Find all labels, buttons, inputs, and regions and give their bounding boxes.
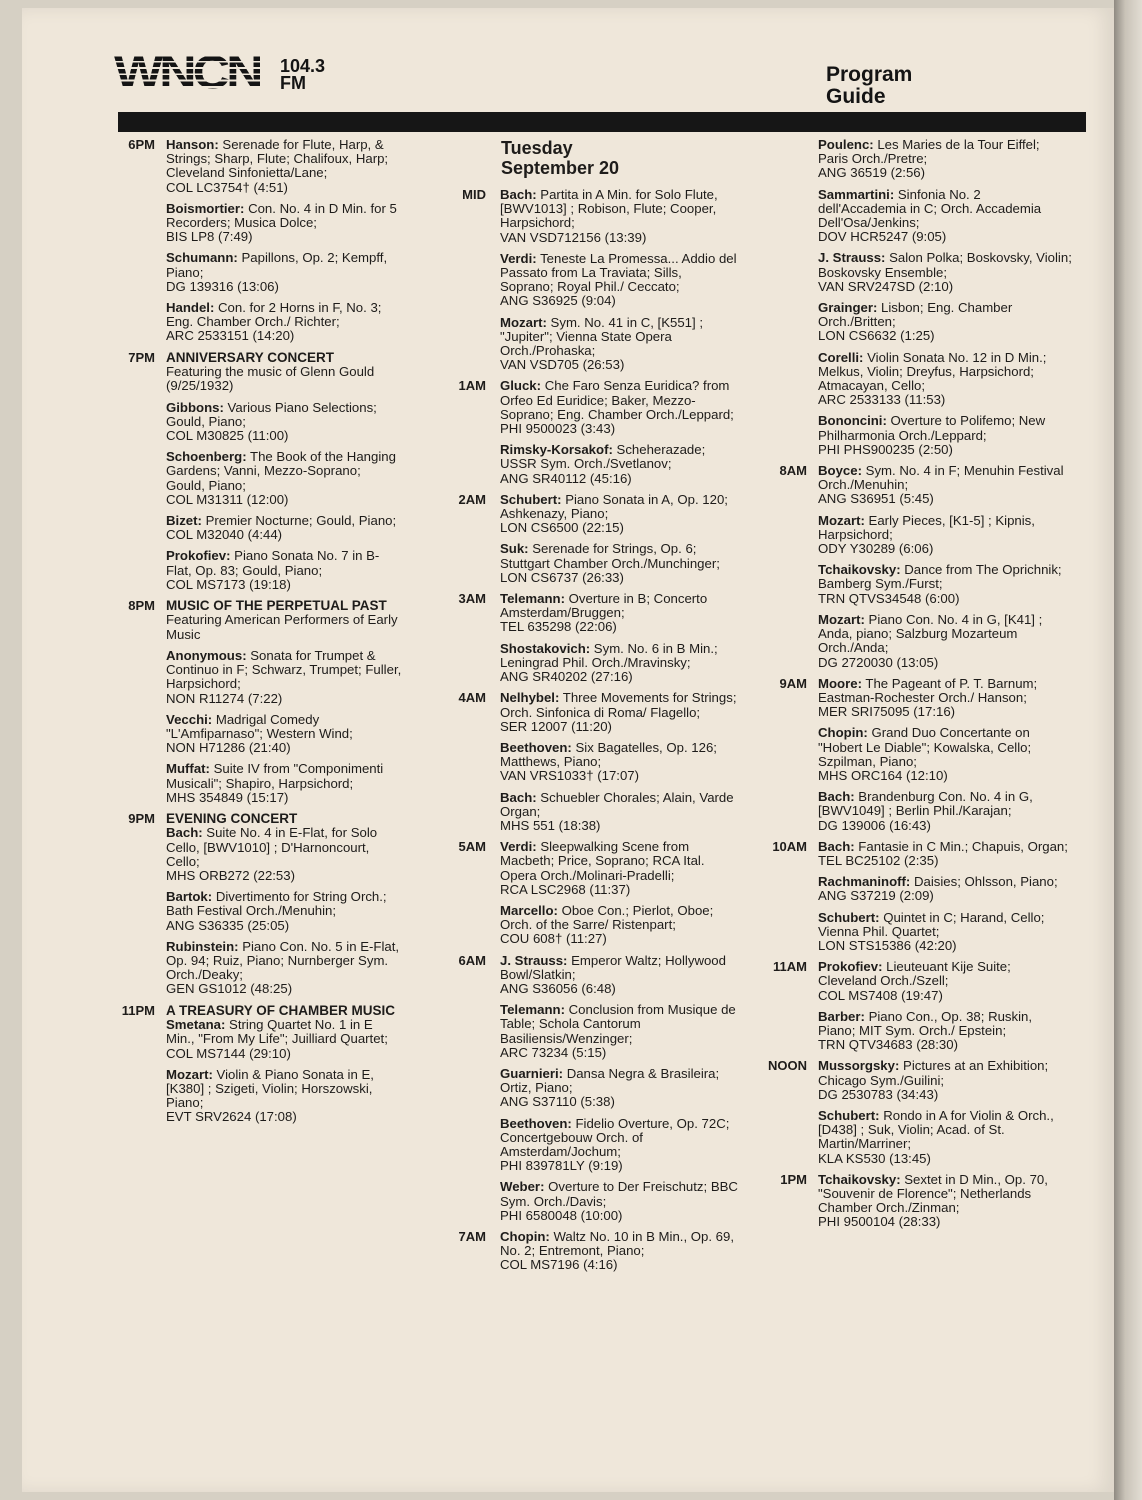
program-entry bbox=[818, 514, 1072, 557]
work-details: Pictures at an Exhibition; Chicago Sym./Guilini; DG 2530783 (34:43) bbox=[818, 1058, 1049, 1102]
work-details: Papillons, Op. 2; Kempff, Piano; DG 139316 (13:06) bbox=[166, 250, 388, 294]
composer-name: Vecchi: bbox=[166, 711, 213, 727]
composer-name: Bach: bbox=[818, 789, 855, 805]
composer-name: Bach: bbox=[166, 825, 203, 841]
composer-name: Weber: bbox=[500, 1179, 545, 1195]
program-entry bbox=[166, 1068, 403, 1125]
work-details: Fantasie in C Min.; Chapuis, Organ; TEL BC25102 (2:35) bbox=[818, 838, 1068, 868]
composer-name: Bach: bbox=[500, 187, 537, 202]
program-entry bbox=[818, 414, 1072, 457]
work-details: Con. No. 4 in D Min. for 5 Recorders; Musica Dolce; BIS LP8 (7:49) bbox=[166, 200, 397, 245]
slot-entries bbox=[500, 691, 738, 833]
work-details: Sextet in D Min., Op. 70, "Souvenir de Florence"; Netherlands Chamber Orch./Zinman; PHI 9500104 (28:33) bbox=[818, 1171, 1048, 1230]
program-entry bbox=[166, 514, 403, 542]
work-details: Premier Nocturne; Gould, Piano; COL M32040 (4:44) bbox=[166, 512, 397, 543]
work-details: Brandenburg Con. No. 4 in G, [BWV1049] ; Berlin Phil./Karajan; DG 139006 (16:43) bbox=[818, 789, 1033, 833]
time-label: 7PM bbox=[128, 349, 155, 365]
program-entry bbox=[500, 741, 738, 784]
program-entry bbox=[166, 1018, 403, 1061]
composer-name: Boismortier: bbox=[166, 200, 245, 216]
work-details: String Quartet No. 1 in E Min., "From My Life"; Juilliard Quartet; COL MS7144 (29:10) bbox=[166, 1017, 388, 1061]
work-details: Scheherazade; USSR Sym. Orch./Svetlanov; ANG SR40112 (45:16) bbox=[500, 442, 706, 486]
program-entry bbox=[818, 960, 1072, 1003]
header-rule bbox=[118, 112, 1086, 132]
time-slot bbox=[762, 677, 1072, 833]
composer-name: Chopin: bbox=[818, 725, 868, 741]
time-label: 2AM bbox=[458, 491, 486, 507]
time-slot bbox=[762, 960, 1072, 1052]
work-details: Three Movements for Strings; Orch. Sinfonica di Roma/ Flagello; SER 12007 (11:20) bbox=[500, 690, 737, 734]
work-details: Oboe Con.; Pierlot, Oboe; Orch. of the Sarre/ Ristenpart; COU 608† (11:27) bbox=[500, 902, 714, 947]
program-entry bbox=[166, 301, 403, 344]
composer-name: Telemann: bbox=[500, 1002, 565, 1018]
frequency-number: 104.3 bbox=[280, 56, 326, 76]
composer-name: Rachmaninoff: bbox=[818, 874, 911, 890]
work-details: Piano Con. No. 5 in E-Flat, Op. 94; Ruiz, Piano; Nurnberger Sym. Orch./Deaky; GEN GS1012 (48:25) bbox=[166, 938, 400, 997]
composer-name: Muffat: bbox=[166, 761, 210, 777]
time-label: 8PM bbox=[128, 597, 155, 613]
show-description: Featuring American Performers of Early Music bbox=[166, 612, 398, 642]
time-slot bbox=[103, 138, 403, 344]
time-label: 5AM bbox=[458, 839, 486, 855]
work-details: Early Pieces, [K1-5] ; Kipnis, Harpsichord; ODY Y30289 (6:06) bbox=[818, 512, 1035, 557]
work-details: Lieuteuant Kije Suite; Cleveland Orch./Szell; COL MS7408 (19:47) bbox=[818, 959, 1011, 1003]
composer-name: Gibbons: bbox=[166, 399, 224, 415]
composer-name: Marcello: bbox=[500, 902, 558, 918]
day-heading-weekday: Tuesday bbox=[501, 138, 573, 158]
composer-name: Bizet: bbox=[166, 512, 202, 528]
program-entry bbox=[818, 1059, 1072, 1102]
composer-name: Schubert: bbox=[500, 491, 562, 507]
show-title: EVENING CONCERT bbox=[166, 810, 298, 826]
program-entry bbox=[166, 890, 403, 933]
work-details: Daisies; Ohlsson, Piano; ANG S37219 (2:09) bbox=[818, 874, 1058, 904]
page-binding-edge bbox=[1114, 0, 1142, 1500]
work-details: Fidelio Overture, Op. 72C; Concertgebouw Orch. of Amsterdam/Jochum; PHI 839781LY (9:19) bbox=[500, 1115, 730, 1174]
time-slot bbox=[438, 188, 738, 372]
slot-entries bbox=[818, 1173, 1072, 1230]
show-title: ANNIVERSARY CONCERT bbox=[166, 349, 335, 365]
program-entry bbox=[166, 251, 403, 294]
time-label: 8AM bbox=[779, 463, 807, 479]
composer-name: Prokofiev: bbox=[818, 959, 883, 975]
work-details: Sym. No. 4 in F; Menuhin Festival Orch./Menuhin; ANG S36951 (5:45) bbox=[818, 463, 1064, 507]
program-guide-title bbox=[826, 64, 912, 108]
slot-entries bbox=[818, 840, 1072, 953]
work-details: Sym. No. 6 in B Min.; Leningrad Phil. Orch./Mravinsky; ANG SR40202 (27:16) bbox=[500, 640, 718, 685]
program-entry bbox=[500, 592, 738, 635]
program-entry bbox=[500, 1180, 738, 1223]
work-details: Dansa Negra & Brasileira; Ortiz, Piano; ANG S37110 (5:38) bbox=[500, 1065, 720, 1110]
slot-entries bbox=[818, 1059, 1072, 1165]
composer-name: Mozart: bbox=[500, 314, 547, 330]
composer-name: Handel: bbox=[166, 300, 215, 316]
work-details: Rondo in A for Violin & Orch., [D438] ; Suk, Violin; Acad. of St. Martin/Marriner; KLA KS530 (13:45) bbox=[818, 1107, 1054, 1166]
composer-name: Guarnieri: bbox=[500, 1065, 564, 1081]
work-details: Piano Sonata in A, Op. 120; Ashkenazy, Piano; LON CS6500 (22:15) bbox=[500, 491, 728, 536]
program-entry bbox=[818, 875, 1072, 903]
program-entry bbox=[500, 542, 738, 585]
composer-name: Sammartini: bbox=[818, 186, 895, 202]
work-details: Sinfonia No. 2 dell'Accademia in C; Orch. Accademia Dell'Osa/Jenkins; DOV HCR5247 (9:05) bbox=[818, 186, 1042, 245]
program-entry bbox=[500, 642, 738, 685]
work-details: The Pageant of P. T. Barnum; Eastman-Rochester Orch./ Hanson; MER SRI75095 (17:16) bbox=[818, 675, 1038, 720]
show-title: A TREASURY OF CHAMBER MUSIC bbox=[166, 1002, 396, 1018]
program-entry bbox=[818, 251, 1072, 294]
composer-name: Grainger: bbox=[818, 300, 878, 316]
work-details: Overture to Der Freischutz; BBC Sym. Orch./Davis; PHI 6580048 (10:00) bbox=[500, 1179, 738, 1223]
work-details: Suite No. 4 in E-Flat, for Solo Cello, [BWV1010] ; D'Harnoncourt, Cello; MHS ORB272 (22:53) bbox=[166, 825, 378, 884]
slot-entries bbox=[500, 1230, 738, 1273]
work-details: Divertimento for String Orch.; Bath Festival Orch./Menuhin; ANG S36335 (25:05) bbox=[166, 889, 387, 933]
time-label: 1AM bbox=[458, 378, 486, 394]
work-details: Lisbon; Eng. Chamber Orch./Britten; LON CS6632 (1:25) bbox=[818, 300, 1013, 344]
composer-name: Prokofiev: bbox=[166, 548, 231, 564]
time-slot bbox=[438, 1230, 738, 1273]
program-entry bbox=[500, 791, 738, 834]
composer-name: Gluck: bbox=[500, 378, 542, 394]
slot-entries bbox=[500, 840, 738, 946]
program-entry bbox=[818, 677, 1072, 720]
work-details: Che Faro Senza Euridica? from Orfeo Ed Euridice; Baker, Mezzo-Soprano; Eng. Chamber Orch./Leppard; PHI 9500023 (3:43) bbox=[500, 378, 734, 437]
composer-name: Tchaikovsky: bbox=[818, 1171, 901, 1187]
program-entry bbox=[818, 1173, 1072, 1230]
composer-name: Mozart: bbox=[166, 1066, 213, 1082]
schedule-column-1 bbox=[103, 138, 403, 1132]
composer-name: Beethoven: bbox=[500, 739, 572, 755]
work-details: Sym. No. 41 in C, [K551] ; "Jupiter"; Vienna State Opera Orch./Prohaska; VAN VSD705 (26:53) bbox=[500, 314, 704, 373]
program-entry bbox=[818, 138, 1072, 181]
work-details: Teneste La Promessa... Addio del Passato from La Traviata; Sills, Soprano; Royal Phil./ Ceccato; ANG S36925 (9:04) bbox=[500, 250, 737, 309]
time-slot bbox=[438, 592, 738, 684]
slot-entries bbox=[166, 138, 403, 344]
time-slot bbox=[438, 954, 738, 1223]
composer-name: Suk: bbox=[500, 541, 529, 557]
composer-name: Moore: bbox=[818, 675, 862, 691]
work-details: Piano Con. No. 4 in G, [K41] ; Anda, piano; Salzburg Mozarteum Orch./Anda; DG 2720030 (13:05) bbox=[818, 611, 1043, 670]
program-entry bbox=[818, 726, 1072, 783]
composer-name: Telemann: bbox=[500, 591, 565, 607]
composer-name: Nelhybel: bbox=[500, 690, 560, 706]
composer-name: Schubert: bbox=[818, 909, 880, 925]
program-entry bbox=[500, 443, 738, 486]
title-line-2: Guide bbox=[826, 85, 886, 108]
work-details: Piano Con., Op. 38; Ruskin, Piano; MIT Sym. Orch./ Epstein; TRN QTV34683 (28:30) bbox=[818, 1008, 1033, 1053]
composer-name: J. Strauss: bbox=[500, 952, 568, 968]
program-entry bbox=[818, 911, 1072, 954]
work-details: Sleepwalking Scene from Macbeth; Price, Soprano; RCA Ital. Opera Orch./Molinari-Pradelli; RCA LSC2968 (11:37) bbox=[500, 839, 705, 897]
time-slot bbox=[762, 464, 1072, 670]
composer-name: Anonymous: bbox=[166, 647, 247, 663]
slot-entries bbox=[500, 379, 738, 485]
program-entry bbox=[500, 840, 738, 897]
work-details: The Book of the Hanging Gardens; Vanni, Mezzo-Soprano; Gould, Piano; COL M31311 (12:00) bbox=[166, 449, 396, 507]
program-entry bbox=[500, 493, 738, 536]
composer-name: Rubinstein: bbox=[166, 938, 239, 954]
program-entry bbox=[818, 563, 1072, 606]
program-entry bbox=[500, 691, 738, 734]
show-title: MUSIC OF THE PERPETUAL PAST bbox=[166, 597, 387, 613]
composer-name: Poulenc: bbox=[818, 137, 874, 152]
time-slot bbox=[762, 1059, 1072, 1165]
slot-entries bbox=[818, 464, 1072, 670]
program-entry bbox=[166, 138, 403, 195]
time-slot bbox=[103, 1004, 403, 1125]
composer-name: Tchaikovsky: bbox=[818, 562, 901, 578]
work-details: Les Maries de la Tour Eiffel; Paris Orch./Pretre; ANG 36519 (2:56) bbox=[818, 137, 1040, 181]
program-entry bbox=[818, 301, 1072, 344]
slot-entries bbox=[818, 960, 1072, 1052]
program-entry bbox=[166, 713, 403, 756]
work-details: Emperor Waltz; Hollywood Bowl/Slatkin; ANG S36056 (6:48) bbox=[500, 952, 726, 996]
time-slot bbox=[438, 840, 738, 946]
time-slot bbox=[762, 1173, 1072, 1230]
composer-name: Mozart: bbox=[818, 611, 865, 627]
time-label: 4AM bbox=[458, 690, 486, 706]
time-slot bbox=[438, 379, 738, 485]
program-entry bbox=[818, 613, 1072, 670]
composer-name: Schumann: bbox=[166, 250, 238, 266]
time-label: 10AM bbox=[772, 838, 807, 854]
composer-name: Mussorgsky: bbox=[818, 1058, 900, 1074]
work-details: Serenade for Strings, Op. 6; Stuttgart Chamber Orch./Munchinger; LON CS6737 (26:33) bbox=[500, 541, 720, 585]
work-details: Waltz No. 10 in B Min., Op. 69, No. 2; Entremont, Piano; COL MS7196 (4:16) bbox=[500, 1229, 735, 1273]
program-entry bbox=[818, 840, 1072, 868]
schedule-column-3 bbox=[762, 138, 1072, 1237]
frequency-band: FM bbox=[280, 73, 306, 93]
work-details: Con. for 2 Horns in F, No. 3; Eng. Chamber Orch./ Richter; ARC 2533151 (14:20) bbox=[166, 300, 382, 344]
program-entry bbox=[818, 1109, 1072, 1166]
composer-name: Verdi: bbox=[500, 250, 537, 266]
work-details: Various Piano Selections; Gould, Piano; COL M30825 (11:00) bbox=[166, 399, 377, 443]
program-entry bbox=[166, 826, 403, 883]
work-details: Piano Sonata No. 7 in B-Flat, Op. 83; Gould, Piano; COL MS7173 (19:18) bbox=[166, 548, 380, 592]
composer-name: Bach: bbox=[500, 789, 537, 805]
work-details: Six Bagatelles, Op. 126; Matthews, Piano; VAN VRS1033† (17:07) bbox=[500, 739, 717, 784]
work-details: Grand Duo Concertante on "Hobert Le Diable"; Kowalska, Cello; Szpilman, Piano; MHS ORC164 (12:10) bbox=[818, 725, 1032, 783]
work-details: Madrigal Comedy "L'Amfiparnaso"; Western Wind; NON H71286 (21:40) bbox=[166, 711, 353, 756]
time-slot bbox=[762, 840, 1072, 953]
time-label: 9PM bbox=[128, 810, 155, 826]
program-entry bbox=[166, 649, 403, 706]
work-details: Quintet in C; Harand, Cello; Vienna Phil. Quartet; LON STS15386 (42:20) bbox=[818, 909, 1045, 953]
composer-name: Hanson: bbox=[166, 137, 219, 152]
program-entry bbox=[818, 188, 1072, 245]
time-label: 6AM bbox=[458, 952, 486, 968]
time-label: 11PM bbox=[121, 1002, 155, 1018]
work-details: Violin Sonata No. 12 in D Min.; Melkus, Violin; Dreyfus, Harpsichord; Atmacayan, Cello; ARC 2533133 (11:53) bbox=[818, 349, 1047, 408]
composer-name: Rimsky-Korsakof: bbox=[500, 442, 613, 458]
slot-entries bbox=[166, 599, 403, 805]
time-label: 7AM bbox=[458, 1229, 486, 1244]
day-heading bbox=[501, 138, 738, 178]
work-details: Overture in B; Concerto Amsterdam/Bruggen; TEL 635298 (22:06) bbox=[500, 591, 708, 635]
show-description: Featuring the music of Glenn Gould (9/25/1932) bbox=[166, 364, 375, 394]
time-slot bbox=[103, 812, 403, 997]
time-slot bbox=[103, 599, 403, 805]
work-details: Dance from The Oprichnik; Bamberg Sym./Furst; TRN QTVS34548 (6:00) bbox=[818, 562, 1062, 606]
composer-name: Bartok: bbox=[166, 889, 213, 905]
time-label: 11AM bbox=[773, 959, 807, 975]
time-slot bbox=[438, 493, 738, 585]
composer-name: Schoenberg: bbox=[166, 449, 247, 465]
time-label: 1PM bbox=[780, 1171, 807, 1187]
title-line-1: Program bbox=[826, 63, 913, 86]
work-details: Overture to Polifemo; New Philharmonia Orch./Leppard; PHI PHS900235 (2:50) bbox=[818, 413, 1046, 457]
composer-name: Chopin: bbox=[500, 1229, 550, 1244]
composer-name: J. Strauss: bbox=[818, 250, 886, 266]
work-details: Partita in A Min. for Solo Flute, [BWV1013] ; Robison, Flute; Cooper, Harpsichord; VAN VSD712156 (13:39) bbox=[500, 187, 718, 245]
time-slot bbox=[438, 691, 738, 833]
slot-entries bbox=[500, 592, 738, 684]
slot-entries bbox=[500, 493, 738, 585]
composer-name: Beethoven: bbox=[500, 1115, 572, 1131]
time-slot bbox=[762, 138, 1072, 457]
program-entry bbox=[500, 1067, 738, 1110]
program-entry bbox=[166, 202, 403, 245]
program-entry bbox=[818, 351, 1072, 408]
program-entry bbox=[166, 450, 403, 507]
time-slot bbox=[103, 351, 403, 592]
slot-entries bbox=[166, 351, 403, 592]
program-entry bbox=[500, 954, 738, 997]
work-details: Serenade for Flute, Harp, & Strings; Sharp, Flute; Chalifoux, Harp; Cleveland Sinfonietta/Lane; COL LC3754† (4:51) bbox=[166, 137, 389, 195]
composer-name: Bononcini: bbox=[818, 413, 887, 429]
slot-entries bbox=[818, 677, 1072, 833]
program-entry bbox=[166, 401, 403, 444]
program-entry bbox=[500, 1003, 738, 1060]
composer-name: Corelli: bbox=[818, 349, 864, 365]
station-frequency bbox=[280, 58, 325, 92]
work-details: Salon Polka; Boskovsky, Violin; Boskovsky Ensemble; VAN SRV247SD (2:10) bbox=[818, 250, 1072, 294]
slot-entries bbox=[166, 812, 403, 997]
program-entry bbox=[818, 790, 1072, 833]
program-entry bbox=[500, 188, 738, 245]
station-logo: WNCN bbox=[114, 46, 260, 99]
program-entry bbox=[500, 1117, 738, 1174]
program-entry bbox=[166, 549, 403, 592]
composer-name: Barber: bbox=[818, 1008, 865, 1024]
program-entry bbox=[166, 940, 403, 997]
slot-entries bbox=[166, 1004, 403, 1125]
composer-name: Verdi: bbox=[500, 839, 537, 855]
time-label: 9AM bbox=[779, 675, 807, 691]
program-entry bbox=[500, 252, 738, 309]
time-label: MID bbox=[462, 187, 486, 202]
work-details: Conclusion from Musique de Table; Schola Cantorum Basiliensis/Wenzinger; ARC 73234 (5:15) bbox=[500, 1002, 736, 1060]
composer-name: Smetana: bbox=[166, 1017, 226, 1033]
program-entry bbox=[500, 1230, 738, 1273]
work-details: Violin & Piano Sonata in E, [K380] ; Szigeti, Violin; Horszowski, Piano; EVT SRV2624 (17:08) bbox=[166, 1066, 374, 1125]
schedule-column-2 bbox=[438, 138, 738, 1280]
program-entry bbox=[500, 904, 738, 947]
slot-entries bbox=[500, 188, 738, 372]
program-entry bbox=[818, 464, 1072, 507]
composer-name: Shostakovich: bbox=[500, 640, 591, 656]
program-entry bbox=[166, 762, 403, 805]
time-label: 3AM bbox=[458, 591, 486, 607]
time-label: 6PM bbox=[128, 137, 155, 152]
composer-name: Mozart: bbox=[818, 512, 865, 528]
composer-name: Boyce: bbox=[818, 463, 862, 479]
work-details: Schuebler Chorales; Alain, Varde Organ; MHS 551 (18:38) bbox=[500, 789, 734, 833]
slot-entries bbox=[818, 138, 1072, 457]
day-heading-date: September 20 bbox=[501, 158, 620, 178]
work-details: Sonata for Trumpet & Continuo in F; Schwarz, Trumpet; Fuller, Harpsichord; NON R11274 (7:22) bbox=[166, 647, 402, 706]
time-label: NOON bbox=[768, 1058, 807, 1074]
program-entry bbox=[500, 316, 738, 373]
composer-name: Schubert: bbox=[818, 1107, 880, 1123]
program-entry bbox=[500, 379, 738, 436]
work-details: Suite IV from "Componimenti Musicali"; Shapiro, Harpsichord; MHS 354849 (15:17) bbox=[166, 761, 384, 805]
composer-name: Bach: bbox=[818, 838, 855, 854]
program-entry bbox=[818, 1010, 1072, 1053]
slot-entries bbox=[500, 954, 738, 1223]
